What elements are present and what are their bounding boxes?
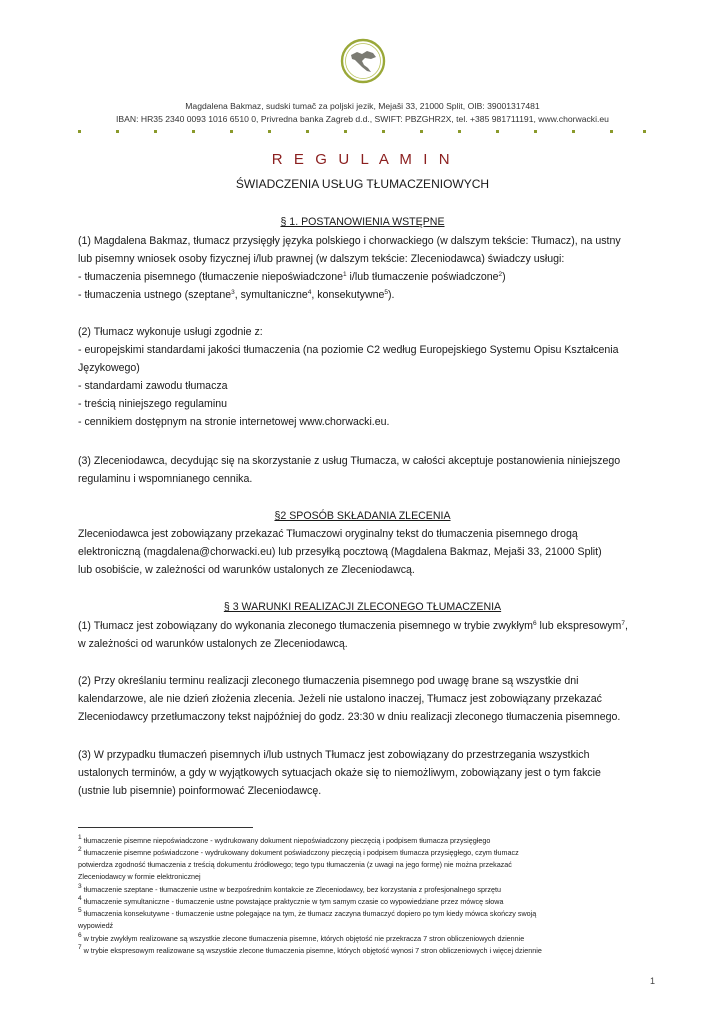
footnote-2: $^2$ tłumaczenie pisemne poświadczone - wydrukowany dokument poświadczony pieczęcią i podpisem tłumacza przysięgłego, czym tłumacz: [78, 846, 519, 857]
header-bank-details: IBAN: HR35 2340 0093 1016 6510 0, Privredna banka Zagreb d.d., SWIFT: PBZGHR2X, tel. +385 981711191, www.chorwacki.eu: [116, 114, 609, 124]
footnote-5-cont: wypowiedź: [78, 921, 114, 930]
s2-line-1: Zleceniodawca jest zobowiązany przekazać Tłumaczowi oryginalny tekst do tłumaczenia pisemnego drogą: [78, 528, 578, 540]
s2-line-3: lub osobiście, w zależności od warunków ustalonych ze Zleceniodawcą.: [78, 564, 415, 576]
s3-line-5: Zleceniodawcy przetłumaczony tekst najpóźniej do godz. 23:30 w dniu realizacji zleconego tłumaczenia pisemnego.: [78, 711, 621, 723]
footnote-3: $^3$ tłumaczenie szeptane - tłumaczenie ustne w bezpośrednim kontakcie ze Zleceniodawcy, bez korzystania z profesjonalnego sprzętu: [78, 883, 501, 894]
s3-line-2: w zależności od warunków ustalonych ze Zleceniodawcą.: [78, 638, 348, 650]
header-address: Magdalena Bakmaz, sudski tumač za poljski jezik, Mejaši 33, 21000 Split, OIB: 39001317481: [185, 101, 540, 111]
s1-line-8: - standardami zawodu tłumacza: [78, 380, 228, 392]
section-1-heading: § 1. POSTANOWIENIA WSTĘPNE: [280, 216, 445, 228]
s1-line-6: - europejskimi standardami jakości tłumaczenia (na poziomie C2 według Europejskiego Systemu Opisu Kształcenia: [78, 344, 619, 356]
s3-line-3: (2) Przy określaniu terminu realizacji zleconego tłumaczenia pisemnego pod uwagę brane są wszystkie dni: [78, 675, 579, 687]
s2-line-2: elektroniczną (magdalena@chorwacki.eu) lub przesyłką pocztową (Magdalena Bakmaz, Mejaši 33, 21000 Split): [78, 546, 602, 558]
footnote-1: $^1$ tłumaczenie pisemne niepoświadczone - wydrukowany dokument niepoświadczony pieczęcią i podpisem tłumacza przysięgłego: [78, 834, 491, 845]
section-3-heading: § 3 WARUNKI REALIZACJI ZLECONEGO TŁUMACZENIA: [223, 601, 502, 613]
decorative-dot-row: [78, 130, 646, 134]
section-2-heading: §2 SPOSÓB SKŁADANIA ZLECENIA: [274, 510, 451, 522]
footnote-4: $^4$ tłumaczenie symultaniczne - tłumaczenie ustne powstające praktycznie w tym samym czasie co wypowiedziane przez mówcę słowa: [78, 895, 504, 906]
s1-line-9: - treścią niniejszego regulaminu: [78, 398, 227, 410]
s3-line-6: (3) W przypadku tłumaczeń pisemnych i/lub ustnych Tłumacz jest zobowiązany do przestrzegania wszystkich: [78, 749, 590, 761]
s1-line-11: (3) Zleceniodawca, decydując się na skorzystanie z usług Tłumacza, w całości akceptuje postanowienia niniejszego: [78, 455, 621, 467]
footnote-2-cont-1: potwierdza zgodność tłumaczenia z treścią dokumentu źródłowego; tego typu tłumaczenia (z uwagi na jego formę) nie można przekazać: [78, 860, 512, 869]
s1-line-5: (2) Tłumacz wykonuje usługi zgodnie z:: [78, 326, 263, 338]
s3-line-4: kalendarzowe, ale nie dzień złożenia zlecenia. Jeżeli nie ustalono inaczej, Tłumacz jest zobowiązany przekazać: [78, 693, 602, 705]
document-title: R E G U L A M I N: [271, 151, 454, 168]
s3-line-1: (1) Tłumacz jest zobowiązany do wykonania zleconego tłumaczenia pisemnego w trybie zwykłym$^6$ lub ekspresowym$^7$,: [78, 620, 628, 632]
croatia-map-logo-icon: [340, 38, 386, 84]
footnote-7: $^7$ w trybie ekspresowym realizowane są wszystkie zlecone tłumaczenia pisemne, których objętość wynosi 7 stron obliczeniowych i więcej dziennie: [78, 944, 542, 955]
footnote-5: $^5$ tłumaczenia konsekutywne - tłumaczenie ustne polegające na tym, że tłumacz zaczyna tłumaczyć dopiero po tym kiedy mówca skończy swoją: [78, 907, 537, 918]
footnote-2-cont-2: Zleceniodawcy w formie elektronicznej: [78, 872, 201, 881]
document-subtitle: ŚWIADCZENIA USŁUG TŁUMACZENIOWYCH: [235, 177, 490, 191]
page-number: 1: [650, 976, 656, 986]
s1-line-7: Językowego): [78, 362, 140, 374]
s3-line-7: ustalonych terminów, a gdy w wyjątkowych sytuacjach okaże się to niemożliwym, zobowiązany jest o tym fakcie: [78, 767, 601, 779]
s1-line-2: lub pisemny wniosek osoby fizycznej i/lub prawnej (w dalszym tekście: Zleceniodawca) świadczy usługi:: [78, 253, 565, 265]
s3-line-8: (ustnie lub pisemnie) poinformować Zleceniodawcę.: [78, 785, 322, 797]
s1-line-1: (1) Magdalena Bakmaz, tłumacz przysięgły języka polskiego i chorwackiego (w dalszym tekście: Tłumacz), na ustny: [78, 235, 621, 247]
s1-line-3: - tłumaczenia pisemnego (tłumaczenie niepoświadczone$^1$ i/lub tłumaczenie poświadczone$^2$): [78, 271, 506, 283]
footnote-separator: [78, 827, 253, 828]
s1-line-12: regulaminu i wspomnianego cennika.: [78, 473, 253, 485]
s1-line-10: - cennikiem dostępnym na stronie internetowej www.chorwacki.eu.: [78, 416, 390, 428]
footnote-6: $^6$ w trybie zwykłym realizowane są wszystkie zlecone tłumaczenia pisemne, których objętość nie przekracza 7 stron obliczeniowych dziennie: [78, 932, 525, 943]
s1-line-4: - tłumaczenia ustnego (szeptane$^3$, symultaniczne$^4$, konsekutywne$^5$).: [78, 289, 395, 301]
